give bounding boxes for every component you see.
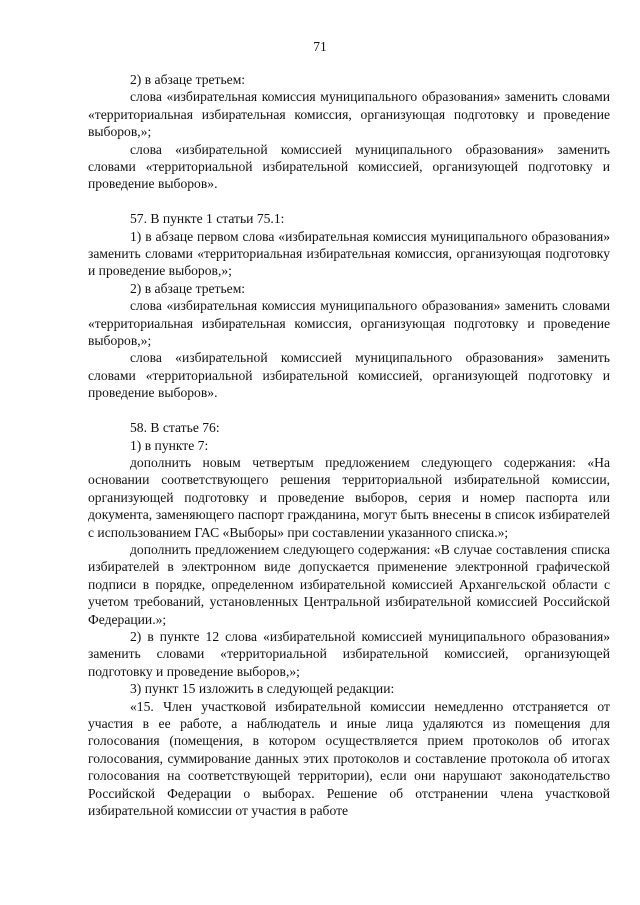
paragraph: слова «избирательной комиссией муниципального образования» заменить словами «территориальной избирательной комиссией, организующей подготовку и проведение выборов». bbox=[88, 350, 610, 401]
paragraph: слова «избирательная комиссия муниципального образования» заменить словами «территориальная избирательная комиссия, организующая подготовку и проведение выборов,»; bbox=[88, 298, 610, 349]
paragraph: «15. Член участковой избирательной комиссии немедленно отстраняется от участия в ее работе, а наблюдатель и иные лица удаляются из помещения для голосования (помещения, в котором осуществляется прием протоколов об итогах голосования, суммирование данных этих протоколов и составление протокола об итогах голосования на соответствующей территории), если они нарушают законодательство Российской Федерации о выборах. Решение об отстранении члена участковой избирательной комиссии от участия в работе bbox=[88, 698, 610, 819]
paragraph: 2) в абзаце третьем: bbox=[130, 280, 246, 296]
paragraph: 57. В пункте 1 статьи 75.1: bbox=[130, 211, 285, 227]
paragraph: дополнить предложением следующего содержания: «В случае составления списка избирателей в электронном виде допускается применение электронной графической подписи в порядке, определенном избирательной комиссией Архангельской области с учетом требований, установленных Центральной избирательной комиссией Российской Федерации.»; bbox=[88, 541, 610, 627]
paragraph-gap bbox=[88, 402, 610, 419]
page-number: 71 bbox=[313, 39, 327, 54]
document-body bbox=[88, 71, 610, 819]
paragraph: 3) пункт 15 изложить в следующей редакции: bbox=[130, 681, 395, 697]
paragraph-gap bbox=[88, 193, 610, 210]
paragraph: слова «избирательная комиссия муниципального образования» заменить словами «территориальная избирательная комиссия, организующая подготовку и проведение выборов,»; bbox=[88, 89, 610, 140]
paragraph: 1) в пункте 7: bbox=[130, 437, 209, 453]
paragraph: слова «избирательной комиссией муниципального образования» заменить словами «территориальной избирательной комиссией, организующей подготовку и проведение выборов». bbox=[88, 141, 610, 192]
paragraph: 1) в абзаце первом слова «избирательная комиссия муниципального образования» заменить словами «территориальная избирательная комиссия, организующая подготовку и проведение выборов,»; bbox=[88, 228, 610, 279]
paragraph: дополнить новым четвертым предложением следующего содержания: «На основании соответствующего решения территориальной избирательной комиссии, организующей подготовку и проведение выборов, серия и номер паспорта или документа, заменяющего паспорт гражданина, могут быть внесены в список избирателей с использованием ГАС «Выборы» при составлении указанного списка.»; bbox=[88, 454, 610, 540]
paragraph: 2) в пункте 12 слова «избирательной комиссией муниципального образования» заменить словами «территориальной избирательной комиссией, организующей подготовку и проведение выборов,»; bbox=[88, 628, 610, 679]
paragraph: 58. В статье 76: bbox=[130, 420, 220, 436]
paragraph: 2) в абзаце третьем: bbox=[130, 72, 246, 87]
